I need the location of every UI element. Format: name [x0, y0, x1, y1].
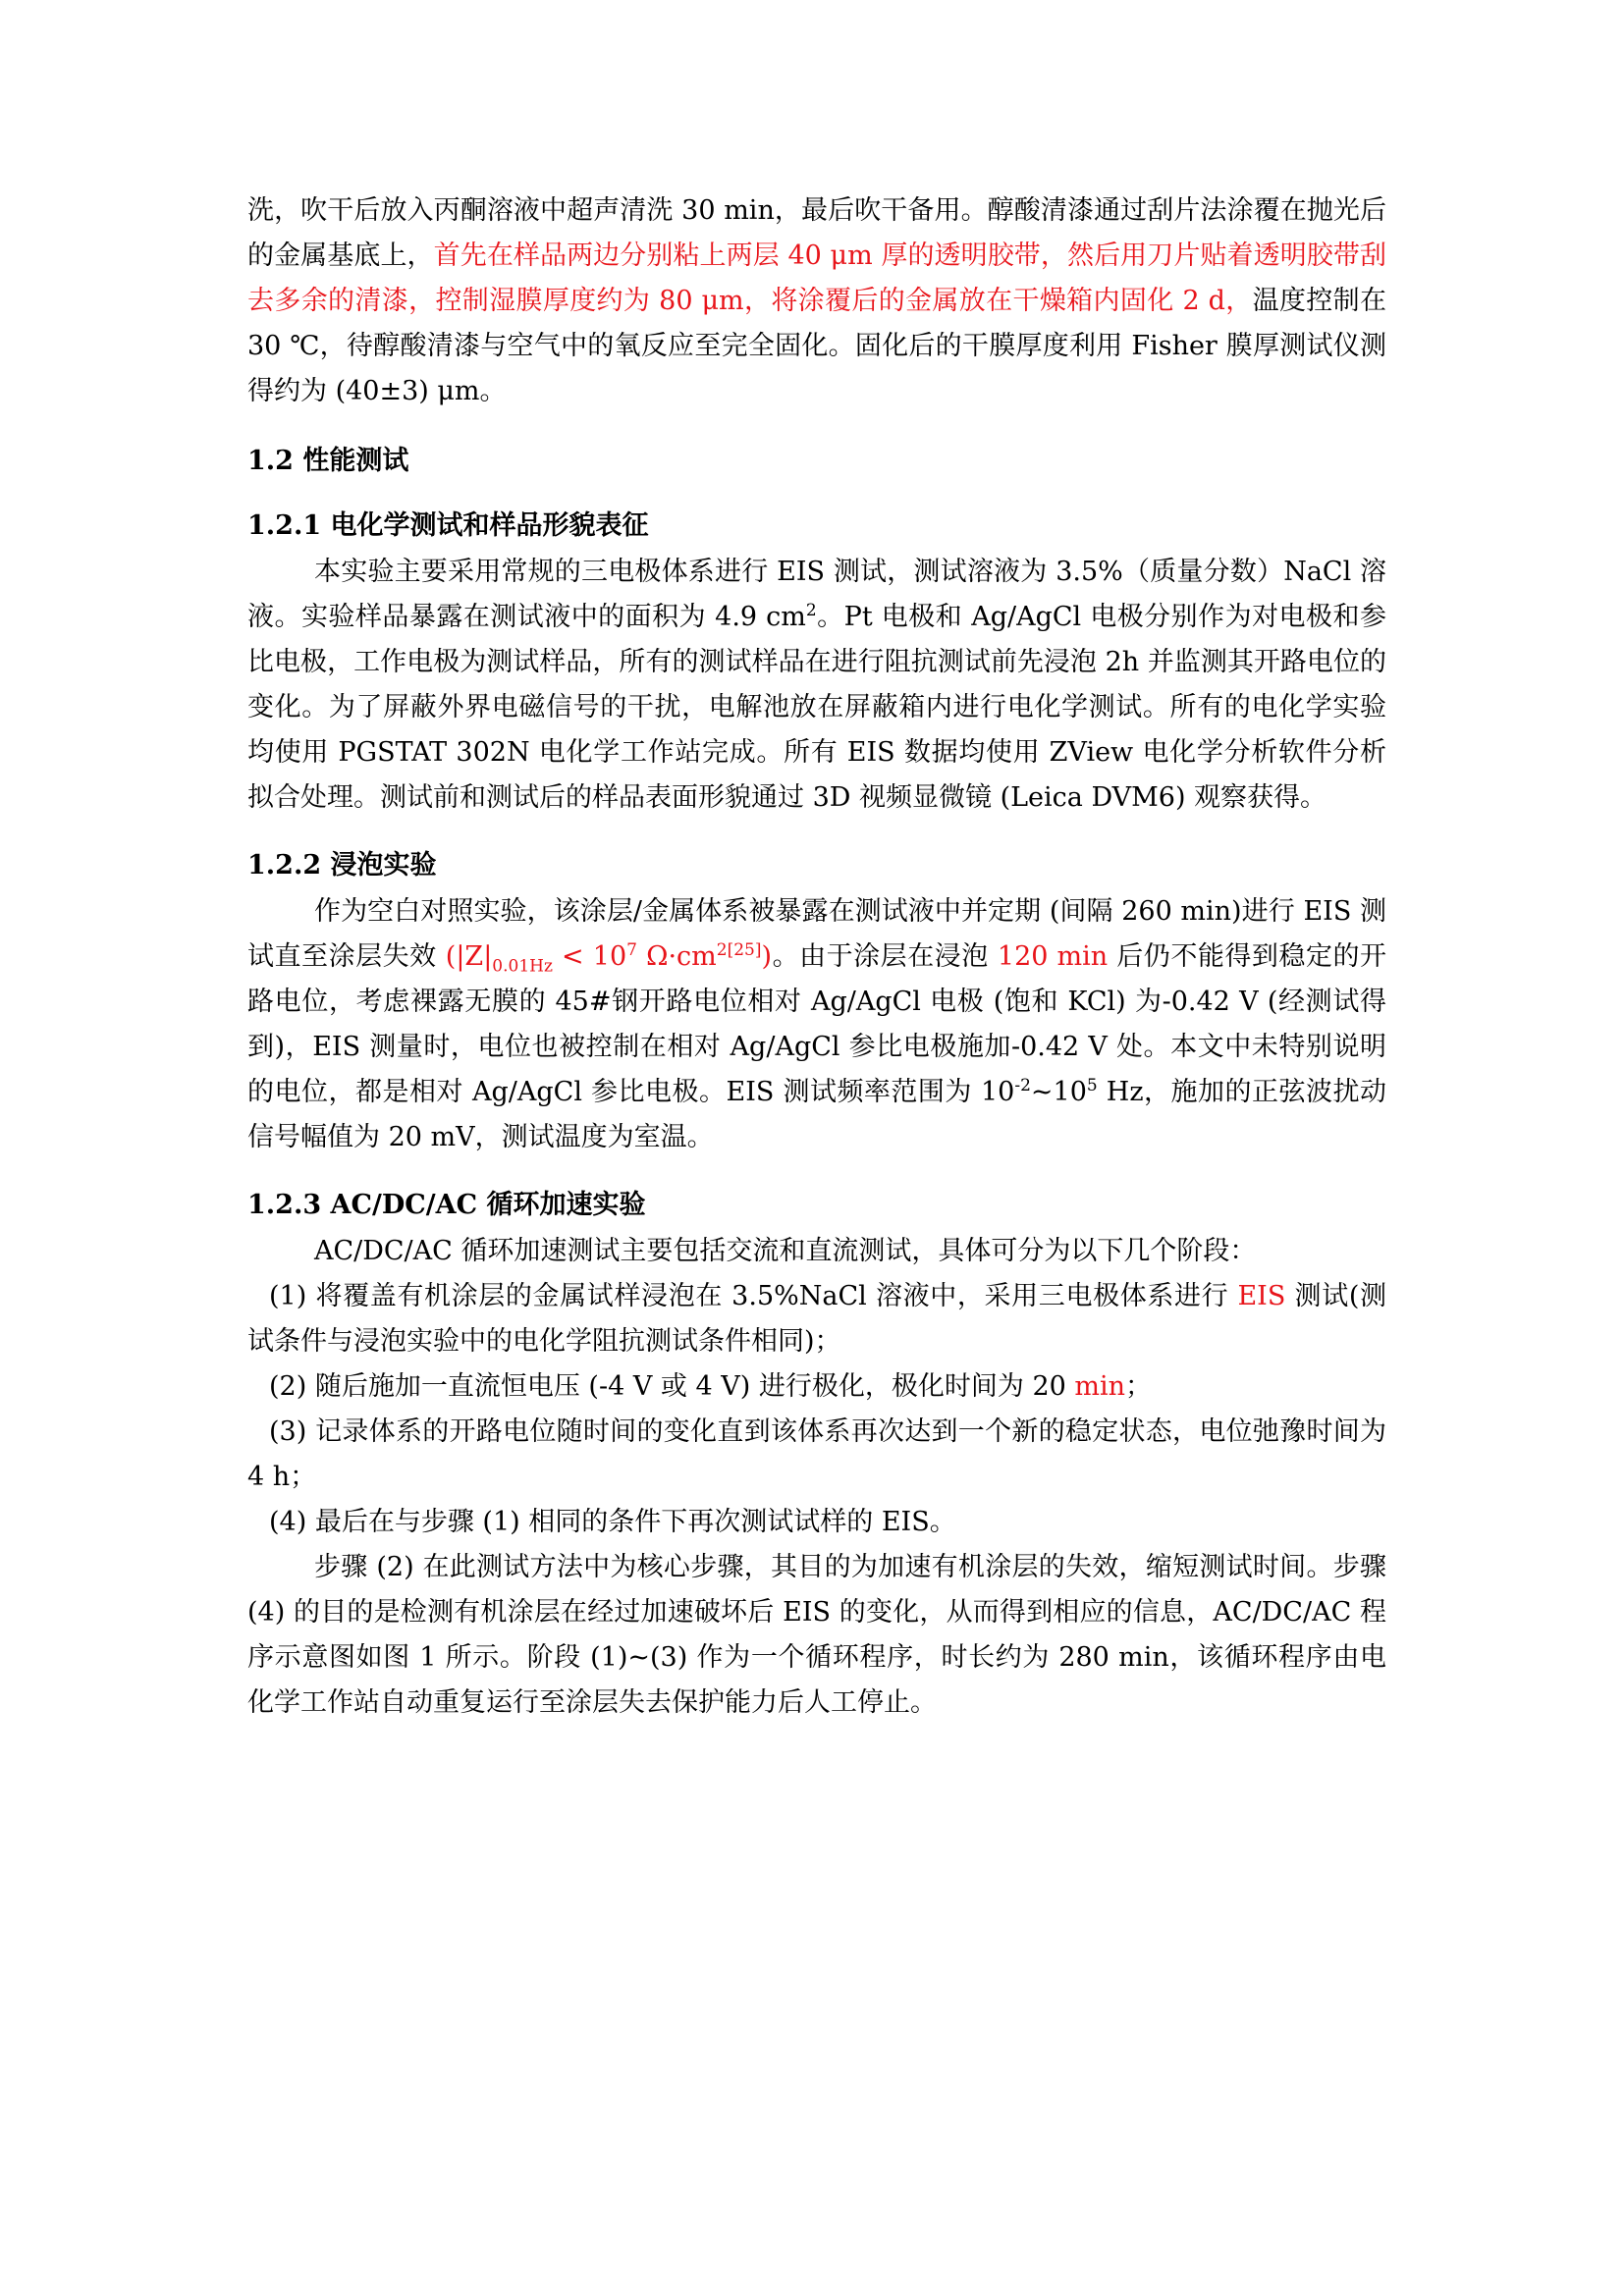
- text: 温度控制在 30 ℃，待醇酸清漆与空气中的氧反应至完全固化。固化后的干膜厚度利用 Fisher 膜厚测试仪测得约为 (40±3) μm。: [247, 286, 1387, 406]
- list-item-step-3: (3) 记录体系的开路电位随时间的变化直到该体系再次达到一个新的稳定状态，电位弛豫时间为 4 h；: [247, 1416, 1386, 1492]
- highlighted-text: min: [1074, 1371, 1126, 1402]
- paragraph-electrochemical-test: [247, 550, 1386, 821]
- paragraph-acdcac-summary: 步骤 (2) 在此测试方法中为核心步骤，其目的为加速有机涂层的失效，缩短测试时间。步骤 (4) 的目的是检测有机涂层在经过加速破坏后 EIS 的变化，从而得到相应的信息，AC/DC/AC 程序示意图如图 1 所示。阶段 (1)~(3) 作为一个循环程序，时长约为 280 min，该循环程序由电化学工作站自动重复运行至涂层失去保护能力后人工停止。: [247, 1552, 1386, 1718]
- text: ~10: [1030, 1077, 1087, 1107]
- text: 作为空白对照实验，该涂层/金属体系被暴露在测试液中并定期 (间隔 260 min)进行 EIS 测试直至涂层失效: [247, 896, 1386, 972]
- list-item-step-2: [247, 1364, 1386, 1410]
- text: Hz，施加的正弦波扰动信号幅值为 20 mV，测试温度为室温。: [247, 1077, 1386, 1152]
- text: 测试(测试条件与浸泡实验中的电化学阻抗测试条件相同)；: [247, 1281, 1386, 1357]
- paragraph-sample-prep: [247, 188, 1386, 414]
- list-item-step-1: [247, 1274, 1386, 1364]
- text: ；: [1125, 1371, 1153, 1402]
- list-item-step-4: (4) 最后在与步骤 (1) 相同的条件下再次测试试样的 EIS。: [269, 1507, 956, 1537]
- section-heading-1-2: 1.2 性能测试: [247, 446, 409, 476]
- text: 洗，吹干后放入丙酮溶液中超声清洗 30 min，最后吹干备用。醇酸清漆通过刮片法涂覆在抛光后的金属基底上，: [247, 195, 1386, 271]
- highlighted-text: 首先在样品两边分别粘上两层 40 μm 厚的透明胶带，然后用刀片贴着透明胶带刮去多余的清漆，控制湿膜厚度约为 80 μm，将涂覆后的金属放在干燥箱内固化 2 d，: [247, 240, 1386, 316]
- superscript: 7: [626, 940, 637, 960]
- paragraph-immersion-test: [247, 889, 1386, 1160]
- text: 。Pt 电极和 Ag/AgCl 电极分别作为对电极和参比电极，工作电极为测试样品，所有的测试样品在进行阻抗测试前先浸泡 2h 并监测其开路电位的变化。为了屏蔽外界电磁信号的干扰，电解池放在屏蔽箱内进行电化学测试。所有的电化学实验均使用 PGSTAT 302N 电化学工作站完成。所有 EIS 数据均使用 ZView 电化学分析软件分析拟合处理。测试前和测试后的样品表面形貌通过 3D 视频显微镜 (Leica DVM6) 观察获得。: [247, 602, 1386, 813]
- text: (2) 随后施加一直流恒电压 (-4 V 或 4 V) 进行极化，极化时间为 20: [269, 1371, 1075, 1402]
- text: ): [761, 941, 773, 972]
- impedance-criterion: [445, 940, 773, 977]
- section-heading-1-2-3: 1.2.3 AC/DC/AC 循环加速实验: [247, 1190, 646, 1220]
- text: (|Z|: [445, 941, 493, 972]
- text: < 10: [552, 941, 627, 972]
- text: 本实验主要采用常规的三电极体系进行 EIS 测试，测试溶液为 3.5%（质量分数）NaCl 溶液。实验样品暴露在测试液中的面积为 4.9 cm: [247, 557, 1386, 632]
- superscript: -2: [1014, 1076, 1031, 1095]
- text: 。由于涂层在浸泡: [772, 941, 998, 972]
- superscript: 2: [805, 601, 817, 620]
- subscript: 0.01Hz: [492, 956, 553, 977]
- text: 后仍不能得到稳定的开路电位，考虑裸露无膜的 45#钢开路电位相对 Ag/AgCl 电极 (饱和 KCl) 为-0.42 V (经测试得到)，EIS 测量时，电位也被控制在相对 Ag/AgCl 参比电极施加-0.42 V 处。本文中未特别说明的电位，都是相对 Ag/AgCl 参比电极。EIS 测试频率范围为 10: [247, 941, 1387, 1107]
- text: (1) 将覆盖有机涂层的金属试样浸泡在 3.5%NaCl 溶液中，采用三电极体系进行: [269, 1281, 1238, 1311]
- superscript: 2[25]: [716, 940, 762, 960]
- paragraph-acdcac-intro: AC/DC/AC 循环加速测试主要包括交流和直流测试，具体可分为以下几个阶段：: [314, 1236, 1257, 1266]
- highlighted-text: 120 min: [997, 941, 1109, 972]
- section-heading-1-2-2: 1.2.2 浸泡实验: [247, 850, 437, 881]
- document-page: [247, 188, 1386, 1726]
- highlighted-text: EIS: [1237, 1281, 1286, 1311]
- section-heading-1-2-1: 1.2.1 电化学测试和样品形貌表征: [247, 510, 649, 541]
- superscript: 5: [1086, 1076, 1098, 1095]
- text: Ω·cm: [636, 941, 717, 972]
